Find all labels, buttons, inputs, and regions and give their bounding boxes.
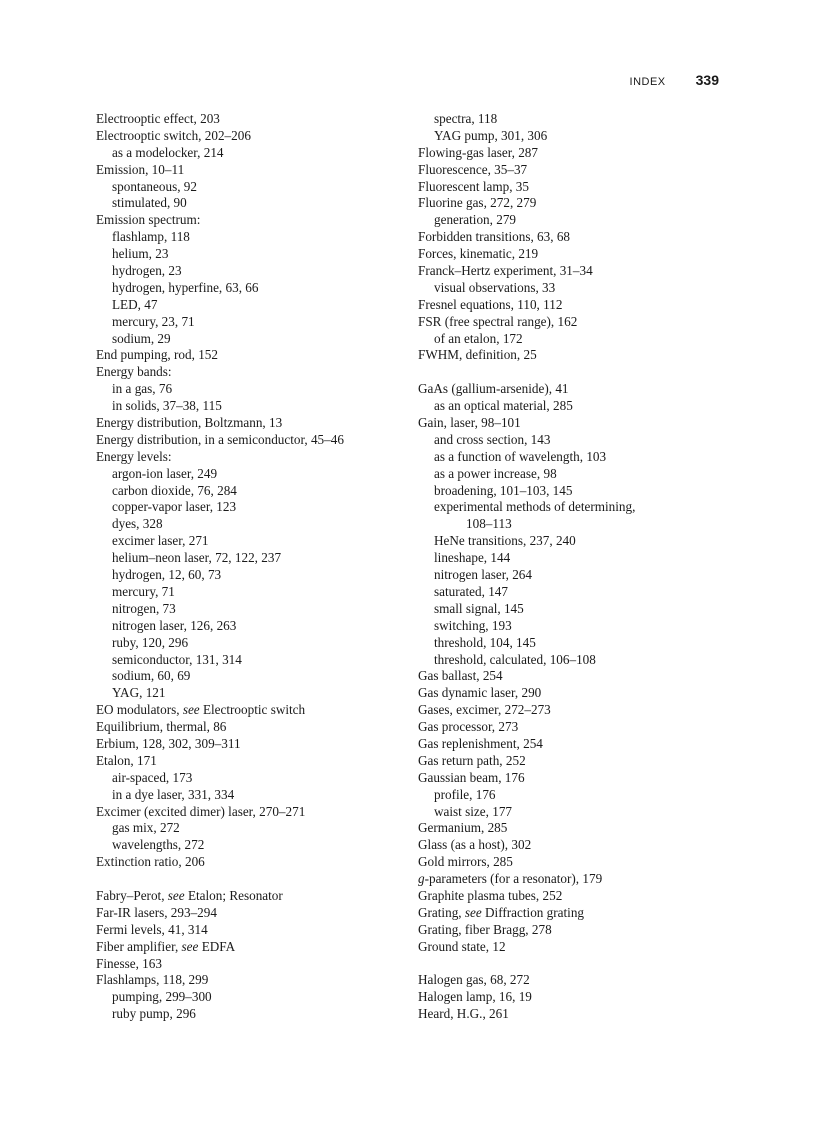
index-column-right [418, 111, 748, 1023]
index-subentry: switching, 193 [434, 617, 512, 633]
index-entry: Flashlamps, 118, 299 [96, 972, 209, 988]
index-subentry: semiconductor, 131, 314 [112, 651, 242, 667]
index-entry: Forces, kinematic, 219 [418, 246, 539, 262]
index-subentry: broadening, 101–103, 145 [434, 482, 573, 498]
index-entry: Forbidden transitions, 63, 68 [418, 229, 571, 245]
italic-term: see [181, 938, 199, 954]
index-subentry: ruby pump, 296 [112, 1006, 196, 1022]
index-entry: Flowing-gas laser, 287 [418, 144, 538, 160]
index-subentry: of an etalon, 172 [434, 330, 523, 346]
index-subentry: nitrogen laser, 126, 263 [112, 617, 237, 633]
entry-text: Fiber amplifier, [96, 938, 182, 954]
index-entry: Far-IR lasers, 293–294 [96, 904, 217, 920]
index-subentry: lineshape, 144 [434, 550, 511, 566]
index-entry: FSR (free spectral range), 162 [418, 313, 578, 329]
index-subentry: wavelengths, 272 [112, 837, 205, 853]
index-entry [96, 702, 426, 719]
index-entry: GaAs (gallium-arsenide), 41 [418, 381, 569, 397]
index-entry [418, 905, 748, 922]
running-header [630, 72, 719, 88]
index-subentry: gas mix, 272 [112, 820, 180, 836]
index-subentry: dyes, 328 [112, 516, 163, 532]
index-entry: Finesse, 163 [96, 955, 162, 971]
index-subentry: in solids, 37–38, 115 [112, 398, 222, 414]
index-subentry: helium, 23 [112, 246, 169, 262]
index-subentry: mercury, 71 [112, 583, 175, 599]
index-entry: Gas replenishment, 254 [418, 735, 543, 751]
index-entry: Gas processor, 273 [418, 719, 519, 735]
index-subentry: spontaneous, 92 [112, 178, 197, 194]
index-subentry: and cross section, 143 [434, 431, 551, 447]
index-subentry: excimer laser, 271 [112, 533, 209, 549]
index-subentry: in a gas, 76 [112, 381, 173, 397]
entry-text: Grating, [418, 904, 465, 920]
index-subentry: visual observations, 33 [434, 279, 556, 295]
index-entry: Equilibrium, thermal, 86 [96, 719, 227, 735]
index-subentry: sodium, 29 [112, 330, 171, 346]
index-entry: Fermi levels, 41, 314 [96, 921, 208, 937]
index-entry: Fluorine gas, 272, 279 [418, 195, 537, 211]
index-entry: Etalon, 171 [96, 752, 157, 768]
index-subentry: flashlamp, 118 [112, 229, 190, 245]
index-entry: Fresnel equations, 110, 112 [418, 296, 563, 312]
index-subentry: HeNe transitions, 237, 240 [434, 533, 576, 549]
index-subentry: hydrogen, 12, 60, 73 [112, 567, 222, 583]
index-entry: Electrooptic switch, 202–206 [96, 127, 251, 143]
index-subentry: helium–neon laser, 72, 122, 237 [112, 550, 282, 566]
index-entry: Electrooptic effect, 203 [96, 111, 220, 126]
index-entry [96, 888, 426, 905]
index-entry: Halogen lamp, 16, 19 [418, 989, 532, 1005]
entry-text: Electrooptic switch [199, 702, 306, 718]
index-entry: FWHM, definition, 25 [418, 347, 537, 363]
index-subentry: as an optical material, 285 [434, 398, 573, 414]
page-number: 339 [695, 72, 719, 88]
index-subentry: air-spaced, 173 [112, 769, 193, 785]
index-subentry: generation, 279 [434, 212, 517, 228]
index-entry: Gas return path, 252 [418, 752, 526, 768]
index-entry: Gold mirrors, 285 [418, 854, 513, 870]
entry-text: -parameters (for a resonator), 179 [424, 871, 603, 887]
index-subentry: nitrogen laser, 264 [434, 567, 532, 583]
index-entry: Halogen gas, 68, 272 [418, 972, 530, 988]
index-subentry: 108–113 [466, 516, 512, 532]
index-entry [418, 871, 748, 888]
index-entry: Energy distribution, Boltzmann, 13 [96, 415, 283, 431]
index-entry: Excimer (excited dimer) laser, 270–271 [96, 803, 306, 819]
index-entry: Heard, H.G., 261 [418, 1006, 509, 1022]
index-subentry: experimental methods of determining, [434, 499, 636, 515]
index-entry [96, 939, 426, 956]
index-entry: Gain, laser, 98–101 [418, 415, 521, 431]
index-entry: Energy distribution, in a semiconductor, 45–46 [96, 431, 344, 447]
index-subentry: nitrogen, 73 [112, 600, 176, 616]
italic-term: see [167, 887, 185, 903]
index-column-left [96, 111, 426, 1023]
index-subentry: YAG pump, 301, 306 [434, 127, 548, 143]
index-entry: Fluorescent lamp, 35 [418, 178, 529, 194]
section-spacer [96, 871, 426, 888]
index-subentry: as a modelocker, 214 [112, 144, 224, 160]
italic-term: see [182, 702, 200, 718]
index-entry: End pumping, rod, 152 [96, 347, 218, 363]
italic-term: see [464, 904, 482, 920]
index-entry: Graphite plasma tubes, 252 [418, 887, 563, 903]
index-entry: Franck–Hertz experiment, 31–34 [418, 263, 593, 279]
index-subentry: YAG, 121 [112, 685, 166, 701]
index-subentry: in a dye laser, 331, 334 [112, 786, 235, 802]
index-entry: Energy bands: [96, 364, 172, 380]
index-entry: Energy levels: [96, 448, 172, 464]
index-subentry: threshold, calculated, 106–108 [434, 651, 596, 667]
index-subentry: profile, 176 [434, 786, 496, 802]
index-subentry: hydrogen, hyperfine, 63, 66 [112, 279, 259, 295]
index-entry: Erbium, 128, 302, 309–311 [96, 735, 241, 751]
section-spacer [418, 364, 748, 381]
index-subentry: ruby, 120, 296 [112, 634, 189, 650]
index-subentry: LED, 47 [112, 296, 158, 312]
index-subentry: stimulated, 90 [112, 195, 187, 211]
index-entry: Extinction ratio, 206 [96, 854, 205, 870]
header-section-title: INDEX [629, 76, 666, 88]
index-subentry: mercury, 23, 71 [112, 313, 195, 329]
italic-term: g [418, 871, 425, 887]
entry-text: Diffraction grating [481, 904, 585, 920]
section-spacer [418, 956, 748, 973]
entry-text: EDFA [198, 938, 236, 954]
index-subentry: copper-vapor laser, 123 [112, 499, 237, 515]
index-subentry: carbon dioxide, 76, 284 [112, 482, 237, 498]
index-entry: Gas dynamic laser, 290 [418, 685, 542, 701]
entry-text: EO modulators, [96, 702, 183, 718]
index-subentry: pumping, 299–300 [112, 989, 212, 1005]
index-entry: Emission, 10–11 [96, 161, 185, 177]
index-entry: Grating, fiber Bragg, 278 [418, 921, 552, 937]
index-subentry: threshold, 104, 145 [434, 634, 536, 650]
entry-text: Etalon; Resonator [184, 887, 283, 903]
index-entry: Germanium, 285 [418, 820, 508, 836]
index-subentry: as a function of wavelength, 103 [434, 448, 607, 464]
index-subentry: small signal, 145 [434, 600, 524, 616]
index-entry: Gas ballast, 254 [418, 668, 503, 684]
index-subentry: spectra, 118 [434, 111, 498, 126]
index-subentry: argon-ion laser, 249 [112, 465, 218, 481]
index-entry: Emission spectrum: [96, 212, 201, 228]
index-subentry: hydrogen, 23 [112, 263, 182, 279]
index-subentry: as a power increase, 98 [434, 465, 557, 481]
index-subentry: saturated, 147 [434, 583, 508, 599]
index-entry: Gaussian beam, 176 [418, 769, 525, 785]
index-entry: Fluorescence, 35–37 [418, 161, 528, 177]
index-subentry: sodium, 60, 69 [112, 668, 191, 684]
entry-text: Fabry–Perot, [96, 887, 168, 903]
index-subentry: waist size, 177 [434, 803, 513, 819]
index-entry: Glass (as a host), 302 [418, 837, 532, 853]
index-entry: Ground state, 12 [418, 938, 506, 954]
index-entry: Gases, excimer, 272–273 [418, 702, 551, 718]
